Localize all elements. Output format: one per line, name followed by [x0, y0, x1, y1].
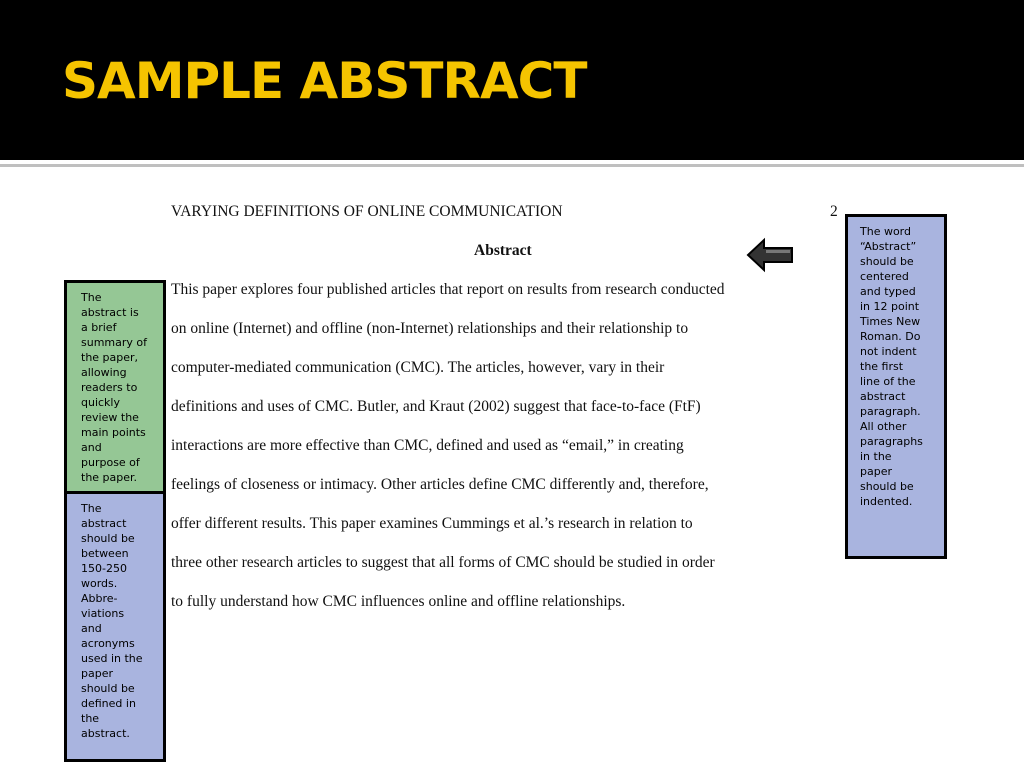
- abstract-heading: Abstract: [474, 242, 532, 259]
- abstract-line: offer different results. This paper examines Cummings et al.’s research in relation to: [171, 515, 693, 532]
- abstract-body: [171, 280, 841, 631]
- abstract-line: three other research articles to suggest that all forms of CMC should be studied in order: [171, 554, 715, 571]
- running-head: VARYING DEFINITIONS OF ONLINE COMMUNICATION: [171, 203, 563, 220]
- abstract-line: definitions and uses of CMC. Butler, and Kraut (2002) suggest that face-to-face (FtF): [171, 398, 701, 415]
- abstract-line: to fully understand how CMC influences online and offline relationships.: [171, 593, 626, 610]
- title-bar: [0, 0, 1024, 160]
- abstract-line: feelings of closeness or intimacy. Other articles define CMC differently and, therefore,: [171, 476, 709, 493]
- page-number: 2: [830, 203, 838, 220]
- formatting-note: [845, 214, 947, 559]
- summary-note-text: The abstract is a brief summary of the paper, allowing readers to quickly review the main points and purpose of the paper.: [81, 291, 148, 484]
- divider: [0, 164, 1024, 167]
- abstract-line: This paper explores four published articles that report on results from research conducted: [171, 281, 725, 298]
- formatting-note-text: The word “Abstract” should be centered and typed in 12 point Times New Roman. Do not indent the first line of the abstract paragraph. All other paragraphs in the paper should be indented.: [860, 225, 923, 508]
- left-arrow-icon: [746, 237, 796, 273]
- abstract-line: interactions are more effective than CMC, defined and used as “email,” in creating: [171, 437, 684, 454]
- length-note-text: The abstract should be between 150-250 words. Abbre- viations and acronyms used in the paper should be defined in the abstract.: [81, 502, 143, 740]
- abstract-line: on online (Internet) and offline (non-Internet) relationships and their relationship to: [171, 320, 689, 337]
- summary-note: [64, 280, 166, 494]
- slide-title: SAMPLE ABSTRACT: [62, 52, 587, 110]
- abstract-line: computer-mediated communication (CMC). The articles, however, vary in their: [171, 359, 665, 376]
- length-note: [64, 494, 166, 762]
